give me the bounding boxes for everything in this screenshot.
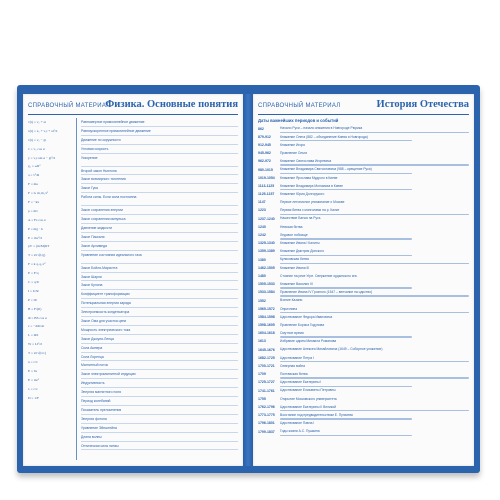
definition-text: Электроемкость конденсатора: [81, 310, 130, 315]
event-row: [258, 231, 469, 239]
event-year: 1725-1727: [258, 380, 275, 385]
event-year: 1240: [258, 224, 266, 229]
event-year: 862: [258, 126, 264, 131]
definition-text: Закон Бойля-Мариотта: [81, 265, 118, 270]
event-year: 945-962: [258, 151, 271, 156]
event-row: [258, 387, 469, 395]
event-year: 1613: [258, 339, 266, 344]
definition-text: Второй закон Ньютона: [81, 168, 117, 173]
left-divider: [76, 118, 77, 460]
event-year: 1645-1676: [258, 347, 275, 352]
definition-text: Равноускоренное прямолинейное движение: [81, 128, 151, 133]
event-text: Ледовое побоище: [280, 232, 308, 237]
event-description: [280, 223, 469, 231]
event-year: 1741-1761: [258, 388, 275, 393]
definition-row: [81, 154, 238, 167]
event-row: [258, 362, 469, 370]
formula: P = mg · h: [28, 226, 43, 231]
event-text: Княжение Владимира Святославича (988 – крещение Руси): [280, 167, 372, 172]
formula: T = 2π√(l/g): [28, 253, 46, 258]
event-text: Княжение Игоря: [280, 142, 305, 147]
event-row: [258, 354, 469, 362]
event-description: [280, 182, 469, 190]
definition-text: Давление жидкости: [81, 226, 113, 231]
event-text: Царствование Елизаветы Петровны: [280, 388, 336, 393]
event-row: [258, 125, 469, 133]
event-year: 1223: [258, 208, 266, 213]
definition-row: [81, 264, 238, 273]
definition-row: [81, 326, 238, 335]
event-year: 1147: [258, 200, 266, 205]
formula: a = v²/R: [28, 173, 40, 178]
event-description: [280, 395, 469, 403]
event-row: [258, 371, 469, 379]
formula: p = mv: [28, 208, 38, 213]
left-header-rule: [28, 114, 238, 115]
event-text: Взятие Казани: [280, 298, 303, 303]
event-text: Полтавская битва: [280, 372, 308, 377]
event-year: 1584-1598: [258, 314, 275, 319]
left-page-title: Физика. Основные понятия: [105, 99, 238, 110]
formula: T = 2π√(LC): [28, 351, 47, 356]
definition-text: Уравнение Эйнштейна: [81, 425, 117, 430]
event-description: [280, 199, 469, 207]
event-row: [258, 191, 469, 199]
event-row: [258, 379, 469, 387]
formula: E = mc²: [28, 377, 40, 382]
formula: P = IU: [28, 297, 38, 302]
event-year: 1480: [258, 273, 266, 278]
event-year: 1799-1837: [258, 429, 275, 434]
event-description: [280, 207, 469, 215]
event-year: 1762-1796: [258, 404, 275, 409]
formula: v = v₀ cos α: [28, 146, 45, 151]
event-text: Невская битва: [280, 224, 303, 229]
event-row: [258, 289, 469, 297]
definition-row: [81, 290, 238, 299]
event-text: Восстание под предводительством Е. Пугачева: [280, 412, 353, 417]
formula: E = F/q: [28, 271, 39, 276]
event-row: [258, 166, 469, 174]
definition-row: [81, 379, 238, 388]
event-row: [258, 412, 469, 420]
event-text: Смутное время: [280, 331, 304, 336]
formula: v(t) = v₀ + at: [28, 120, 46, 124]
right-header-rule: [258, 114, 469, 115]
right-page-title: История Отечества: [376, 99, 469, 110]
event-description: [280, 371, 469, 379]
definition-text: Закон сохранения импульса: [81, 217, 126, 222]
definition-text: Закон Шарля: [81, 274, 102, 279]
event-description: [280, 240, 469, 248]
definition-text: Сила Лоренца: [81, 354, 104, 359]
definition-row: [81, 136, 238, 145]
event-description: [280, 420, 469, 428]
event-year: 1773-1775: [258, 413, 275, 418]
definition-row: [81, 361, 238, 370]
definition-text: Закон Архимеда: [81, 243, 107, 248]
event-text: Княжение Юрия Долгорукого: [280, 191, 325, 196]
definition-row: [81, 193, 238, 206]
event-year: 1237-1240: [258, 216, 275, 221]
definition-text: Закон Паскаля: [81, 234, 105, 239]
event-year: 1359-1389: [258, 249, 275, 254]
formula: D = 1/F: [28, 395, 39, 400]
event-row: [258, 133, 469, 141]
event-row: [258, 338, 469, 346]
event-year: 1604-1618: [258, 331, 275, 336]
right-page: [253, 94, 474, 466]
definition-text: Движение по окружности: [81, 137, 121, 142]
definition-text: Угловая скорость: [81, 146, 109, 151]
formula: ε = −ΔΦ/Δt: [28, 324, 45, 329]
definition-text: Закон всемирного тяготения: [81, 177, 126, 182]
definition-text: Энергия фотона: [81, 416, 107, 421]
event-row: [258, 215, 469, 223]
event-description: [280, 297, 469, 305]
definition-row: [81, 118, 238, 127]
definition-text: Ускорение: [81, 155, 98, 160]
event-description: [280, 158, 469, 166]
definition-text: Закон Джоуля-Ленца: [81, 336, 114, 341]
event-text: Начало Руси – начало княжения в Новгороде Рюрика: [280, 126, 363, 131]
definition-row: [81, 206, 238, 215]
event-description: [280, 387, 469, 395]
formula: L = Φ/I: [28, 333, 39, 338]
event-row: [258, 305, 469, 313]
event-text: Княжение Ярослава Мудрого в Киеве: [280, 175, 338, 180]
event-row: [258, 141, 469, 149]
definition-row: [81, 251, 238, 264]
event-row: [258, 297, 469, 305]
event-row: [258, 150, 469, 158]
event-year: 1700-1721: [258, 364, 275, 369]
definition-row: [81, 224, 238, 233]
notebook-spine: [243, 94, 253, 466]
formula-column: [28, 118, 75, 460]
event-row: [258, 322, 469, 330]
formula: F = −kx: [28, 200, 40, 205]
definition-text: Длина волны: [81, 434, 102, 439]
event-text: Княжение Дмитрия Донского: [280, 249, 325, 254]
definition-row: [81, 406, 238, 415]
event-description: [280, 362, 469, 370]
formula: E = mv²/2: [28, 235, 43, 240]
definition-row: [81, 242, 238, 251]
event-year: 912-945: [258, 142, 271, 147]
event-row: [258, 174, 469, 182]
event-year: 962-972: [258, 159, 271, 164]
definition-text: Индуктивность: [81, 381, 105, 386]
events-list: [258, 125, 469, 436]
event-text: Годы жизни А.С. Пушкина: [280, 429, 320, 434]
event-description: [280, 272, 469, 280]
events-subheader: Даты важнейших периодов и событий: [258, 118, 339, 123]
definition-text: Оптическая сила линзы: [81, 443, 119, 448]
definition-text: Работа силы. Если сила постоянна: [81, 195, 137, 200]
event-description: [280, 191, 469, 199]
event-description: [280, 322, 469, 330]
right-section-label: СПРАВОЧНЫЙ МАТЕРИАЛ: [258, 103, 341, 109]
definition-text: Показатель преломления: [81, 407, 122, 412]
event-row: [258, 395, 469, 403]
event-description: [280, 289, 469, 297]
definition-row: [81, 442, 238, 451]
event-text: Куликовская битва: [280, 257, 309, 262]
event-row: [258, 420, 469, 428]
event-description: [280, 338, 469, 346]
event-text: Княжение Владимира Мономаха в Киеве: [280, 183, 343, 188]
event-row: [258, 330, 469, 338]
event-row: [258, 272, 469, 280]
definition-row: [81, 388, 238, 397]
event-row: [258, 158, 469, 166]
event-year: 1113-1125: [258, 183, 275, 188]
definition-text: Равномерное прямолинейное движение: [81, 120, 145, 124]
formula: x(t) = x₀ + v₀t + at²/2: [28, 128, 58, 133]
event-year: 1019-1054: [258, 175, 275, 180]
event-year: 1682-1725: [258, 355, 275, 360]
event-row: [258, 313, 469, 321]
definition-row: [81, 299, 238, 308]
definition-row: [81, 344, 238, 353]
event-text: Стояние на реке Угре. Свержение ордынского ига: [280, 273, 357, 278]
event-year: 879-912: [258, 134, 271, 139]
event-description: [280, 346, 469, 354]
definition-row: [81, 281, 238, 290]
formula: A = Fs cos α: [28, 217, 46, 222]
event-row: [258, 182, 469, 190]
event-text: Первое летописное упоминание о Москве: [280, 200, 345, 205]
event-description: [280, 248, 469, 256]
event-description: [280, 403, 469, 411]
event-description: [280, 264, 469, 272]
definition-row: [81, 215, 238, 224]
event-row: [258, 281, 469, 289]
event-row: [258, 248, 469, 256]
left-page: [23, 94, 243, 466]
formula: n = c/v: [28, 360, 38, 365]
event-year: 1505-1533: [258, 282, 275, 287]
event-text: Избрание царем Михаила Романова: [280, 339, 337, 344]
definition-row: [81, 167, 238, 176]
event-text: Правление Бориса Годунова: [280, 322, 325, 327]
definition-text: Закон сохранения энергии: [81, 208, 123, 213]
event-year: 1755: [258, 396, 266, 401]
event-row: [258, 240, 469, 248]
definition-text: Закон электромагнитной индукции: [81, 372, 136, 377]
text-line: [280, 435, 412, 436]
event-text: Царствование Екатерины I: [280, 380, 322, 385]
formula: C = q/U: [28, 280, 40, 285]
formula: E = hν: [28, 368, 38, 373]
event-description: [280, 428, 469, 436]
event-text: Правление Ивана IV Грозного (1547 – венчание на царство): [280, 290, 373, 295]
event-text: Правление Ольги: [280, 150, 308, 155]
event-year: 1380: [258, 257, 266, 262]
event-row: [258, 223, 469, 231]
definition-text: Магнитный поток: [81, 363, 108, 368]
formula: I = U/R: [28, 288, 39, 293]
definition-row: [81, 145, 238, 154]
event-description: [280, 330, 469, 338]
definition-row: [81, 424, 238, 433]
formula: Φ = BS cos α: [28, 315, 47, 320]
event-description: [280, 215, 469, 223]
event-row: [258, 207, 469, 215]
definition-text: Закон Кулона: [81, 283, 103, 288]
right-page-header: [258, 100, 469, 114]
left-section-label: СПРАВОЧНЫЙ МАТЕРИАЛ: [28, 103, 111, 109]
event-description: [280, 256, 469, 264]
definition-text: Уравнение состояния идеального газа: [81, 252, 142, 257]
event-description: [280, 174, 469, 182]
definition-text: Энергия магнитного поля: [81, 390, 121, 395]
event-row: [258, 264, 469, 272]
definition-row: [81, 433, 238, 442]
event-description: [280, 231, 469, 239]
event-description: [280, 166, 469, 174]
definition-row: [81, 415, 238, 424]
definition-text: Закон Гука: [81, 186, 98, 191]
event-text: Царствование Федора Ивановича: [280, 314, 333, 319]
formula: B = F/(Il): [28, 306, 42, 311]
event-text: Открытие Московского университета: [280, 396, 337, 401]
formula: pV = (m/M)RT: [28, 244, 50, 249]
definition-row: [81, 127, 238, 136]
event-year: 1125-1157: [258, 192, 275, 197]
definition-row: [81, 335, 238, 344]
definition-row: [81, 273, 238, 282]
event-text: Царствование Павла I: [280, 421, 315, 426]
definitions-list: [81, 118, 238, 450]
event-text: Княжение Олега (882 – объединение Киева и Новгорода): [280, 134, 368, 139]
event-text: Опричнина: [280, 306, 298, 311]
event-year: 1709: [258, 372, 266, 377]
event-text: Первая битва с монголами на р. Калке: [280, 208, 340, 213]
formula: W = LI²/2: [28, 342, 43, 347]
event-year: 1462-1505: [258, 265, 275, 270]
event-row: [258, 199, 469, 207]
definition-row: [81, 184, 238, 193]
formula: F = G m₁m₂/r²: [28, 191, 49, 196]
event-text: Княжение Ивана I Калиты: [280, 241, 320, 246]
event-year: 1796-1801: [258, 421, 275, 426]
event-year: 1552: [258, 298, 266, 303]
event-text: Княжение Ивана III: [280, 265, 310, 270]
left-page-header: [28, 100, 238, 114]
event-description: [280, 313, 469, 321]
event-year: 1533-1584: [258, 290, 275, 295]
formula: F = k q₁q₂/r²: [28, 262, 46, 267]
event-text: Нашествие Батыя на Русь: [280, 216, 321, 221]
definition-row: [81, 397, 238, 406]
event-row: [258, 346, 469, 354]
formula: g₀ = ωR²: [28, 164, 41, 169]
definition-text: Коэффициент трансформации: [81, 292, 130, 297]
definition-text: Закон Ома для участка цепи: [81, 319, 127, 324]
definition-row: [81, 317, 238, 326]
formula: v(t) = v₀ − gt: [28, 137, 47, 142]
formula: F = ma: [28, 182, 38, 187]
definition-text: Потенциальная энергия заряда: [81, 301, 131, 306]
event-description: [280, 141, 469, 149]
event-year: 980-1015: [258, 167, 273, 172]
event-description: [280, 412, 469, 420]
event-text: Царствование Петра I: [280, 355, 314, 360]
event-description: [280, 125, 469, 133]
event-year: 1598-1605: [258, 323, 275, 328]
event-description: [280, 281, 469, 289]
event-text: Княжение Василия III: [280, 281, 313, 286]
event-text: Княжение Святослава Игоревича: [280, 159, 332, 164]
formula: λ = c/ν: [28, 386, 38, 391]
event-row: [258, 428, 469, 436]
event-row: [258, 403, 469, 411]
event-description: [280, 379, 469, 387]
definition-text: Мощность электрического тока: [81, 327, 131, 332]
event-year: 1325-1340: [258, 241, 275, 246]
definition-row: [81, 353, 238, 362]
event-description: [280, 305, 469, 313]
event-year: 1242: [258, 233, 266, 238]
definition-text: Сила Ампера: [81, 345, 103, 350]
definition-row: [81, 308, 238, 317]
event-row: [258, 256, 469, 264]
event-description: [280, 354, 469, 362]
event-description: [280, 133, 469, 141]
formula: y = v₀t sin α − gt²/2: [28, 155, 56, 160]
definition-row: [81, 175, 238, 184]
definition-row: [81, 233, 238, 242]
event-text: Царствование Алексея Михайловича (1649 – Соборное уложение): [280, 347, 383, 352]
event-description: [280, 150, 469, 158]
event-year: 1565-1572: [258, 306, 275, 311]
event-text: Царствование Екатерины II Великой: [280, 404, 336, 409]
event-text: Северная война: [280, 363, 305, 368]
definition-row: [81, 370, 238, 379]
definition-text: Период колебаний: [81, 399, 111, 404]
